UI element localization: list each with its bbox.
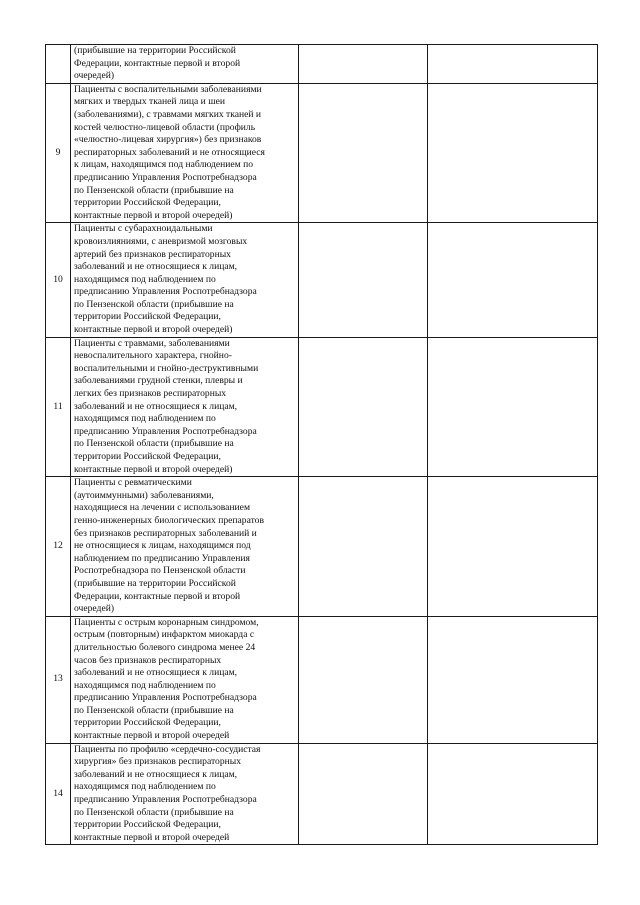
table-row — [46, 743, 598, 845]
table-row — [46, 83, 598, 223]
patient-category-cell: Пациенты с ревматическими (аутоиммунными) заболеваниями, находящиеся на лечении с использованием генно-инженерных биологических препаратов без признаков респираторных заболеваний и не относящиеся к лицам, находящимся под наблюдением по предписанию Управления Роспотребнадзора по Пензенской области (прибывшие на территории Российской Федерации, контактные первой и второй очередей) — [71, 477, 299, 617]
empty-cell-col4 — [428, 83, 598, 223]
row-number-cell: 14 — [46, 743, 71, 845]
patient-category-cell: (прибывшие на территории Российской Федерации, контактные первой и второй очередей) — [71, 45, 299, 84]
table-body — [46, 45, 598, 845]
empty-cell-col4 — [428, 477, 598, 617]
empty-cell-col4 — [428, 616, 598, 743]
empty-cell-col3 — [299, 45, 428, 84]
empty-cell-col3 — [299, 743, 428, 845]
empty-cell-col3 — [299, 223, 428, 337]
empty-cell-col4 — [428, 337, 598, 477]
table-row — [46, 223, 598, 337]
row-number-cell: 9 — [46, 83, 71, 223]
row-number-cell: 11 — [46, 337, 71, 477]
row-number-cell — [46, 45, 71, 84]
empty-cell-col3 — [299, 616, 428, 743]
table-row — [46, 45, 598, 84]
table-row — [46, 616, 598, 743]
empty-cell-col3 — [299, 477, 428, 617]
patient-category-cell: Пациенты с субарахноидальными кровоизлияниями, с аневризмой мозговых артерий без признаков респираторных заболеваний и не относящиеся к лицам, находящимся под наблюдением по предписанию Управления Роспотребнадзора по Пензенской области (прибывшие на территории Российской Федерации, контактные первой и второй очередей) — [71, 223, 299, 337]
row-number-cell: 13 — [46, 616, 71, 743]
patient-category-cell: Пациенты с травмами, заболеваниями невоспалительного характера, гнойно- воспалительными и гнойно-деструктивными заболеваниями грудной стенки, плевры и легких без признаков респираторных заболеваний и не относящиеся к лицам, находящимся под наблюдением по предписанию Управления Роспотребнадзора по Пензенской области (прибывшие на территории Российской Федерации, контактные первой и второй очередей) — [71, 337, 299, 477]
empty-cell-col4 — [428, 743, 598, 845]
table-row — [46, 477, 598, 617]
table-row — [46, 337, 598, 477]
patient-category-cell: Пациенты с воспалительными заболеваниями мягких и твердых тканей лица и шеи (заболеваниями), с травмами мягких тканей и костей челюстно-лицевой области (профиль «челюстно-лицевая хирургия») без признаков респираторных заболеваний и не относящиеся к лицам, находящимся под наблюдением по предписанию Управления Роспотребнадзора по Пензенской области (прибывшие на территории Российской Федерации, контактные первой и второй очередей) — [71, 83, 299, 223]
empty-cell-col4 — [428, 223, 598, 337]
empty-cell-col4 — [428, 45, 598, 84]
empty-cell-col3 — [299, 83, 428, 223]
empty-cell-col3 — [299, 337, 428, 477]
document-table — [45, 44, 598, 845]
patient-category-cell: Пациенты с острым коронарным синдромом, острым (повторным) инфарктом миокарда с длительностью болевого синдрома менее 24 часов без признаков респираторных заболеваний и не относящиеся к лицам, находящимся под наблюдением по предписанию Управления Роспотребнадзора по Пензенской области (прибывшие на территории Российской Федерации, контактные первой и второй очередей — [71, 616, 299, 743]
patient-category-cell: Пациенты по профилю «сердечно-сосудистая хирургия» без признаков респираторных заболеваний и не относящиеся к лицам, находящимся под наблюдением по предписанию Управления Роспотребнадзора по Пензенской области (прибывшие на территории Российской Федерации, контактные первой и второй очередей — [71, 743, 299, 845]
row-number-cell: 10 — [46, 223, 71, 337]
row-number-cell: 12 — [46, 477, 71, 617]
